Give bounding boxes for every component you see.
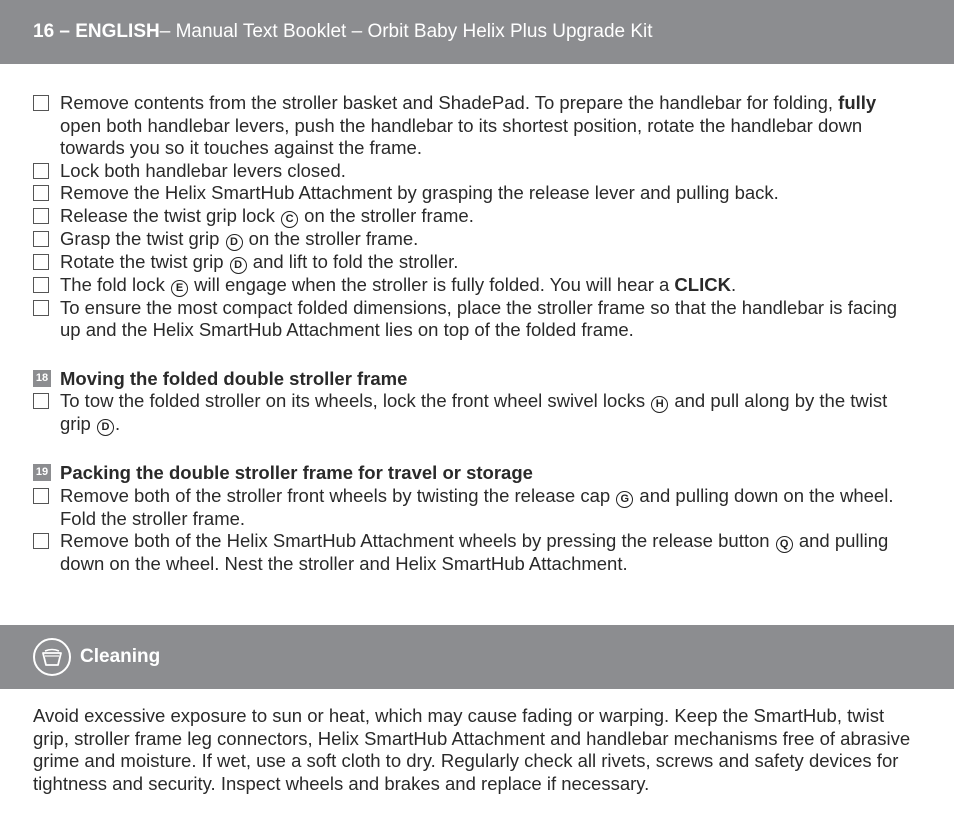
part-marker-icon: D: [230, 257, 247, 274]
step-item: [33, 228, 913, 251]
checkbox: [33, 488, 49, 504]
document-title: – Manual Text Booklet – Orbit Baby Helix Plus Upgrade Kit: [159, 21, 653, 42]
step-item: [33, 205, 913, 228]
step-text: Remove the Helix SmartHub Attachment by grasping the release lever and pulling back.: [60, 182, 779, 203]
step-text: and pulling down on the wheel. Nest the stroller and Helix SmartHub Attachment.: [60, 530, 889, 574]
step-text: .: [115, 413, 121, 434]
cleaning-text: Avoid excessive exposure to sun or heat, which may cause fading or warping. Keep the SmartHub, twist grip, stroller frame leg connectors, Helix SmartHub Attachment and handlebar mechanisms free of abrasive grime and moisture. If wet, use a soft cloth to dry. Regularly check all rivets, screws and safety devices for tightness and security. Inspect wheels and brakes and replace if necessary.: [33, 705, 911, 794]
checkbox: [33, 277, 49, 293]
step-text: Grasp the twist grip: [60, 227, 225, 249]
part-marker-icon: D: [97, 419, 114, 436]
part-marker-icon: H: [651, 396, 668, 413]
step-text: Lock both handlebar levers closed.: [60, 159, 346, 181]
step-text: and lift to fold the stroller.: [247, 250, 459, 272]
section-title: Moving the folded double stroller frame: [60, 367, 408, 389]
step-item: [33, 485, 913, 531]
step-text: open both handlebar levers, push the handlebar to its shortest position, rotate the handlebar down towards you so it touches against the frame.: [60, 114, 863, 158]
checkbox: [33, 231, 49, 247]
step-emphasis: CLICK: [674, 273, 731, 295]
step-text: on the stroller frame.: [243, 227, 419, 249]
step-text: To tow the folded stroller on its wheels, lock the front wheel swivel locks: [60, 390, 651, 411]
page-number-language: 16 – ENGLISH: [33, 21, 160, 42]
step-emphasis: fully: [838, 92, 877, 113]
step-item: [33, 530, 913, 576]
checkbox: [33, 185, 49, 201]
step-text: Remove both of the stroller front wheels by twisting the release cap: [60, 484, 616, 506]
section-heading: [33, 368, 913, 391]
checkbox: [33, 95, 49, 111]
checkbox: [33, 393, 49, 409]
step-text: on the stroller frame.: [299, 204, 474, 226]
part-marker-icon: E: [171, 280, 188, 297]
part-marker-icon: Q: [776, 536, 793, 553]
step-item: [33, 297, 913, 342]
step-item: [33, 251, 913, 274]
page-header: [0, 0, 954, 64]
step-text: To ensure the most compact folded dimensions, place the stroller frame so that the handlebar is facing up and the Helix SmartHub Attachment lies on top of the folded frame.: [60, 296, 898, 340]
checkbox: [33, 163, 49, 179]
instructions: [33, 92, 913, 576]
step-item: [33, 160, 913, 183]
step-text: .: [730, 273, 737, 295]
cleaning-header: [0, 625, 954, 689]
step-text: Remove contents from the stroller basket and ShadePad. To prepare the handlebar for folding,: [60, 92, 839, 113]
checkbox: [33, 533, 49, 549]
step-text: Release the twist grip lock: [60, 204, 281, 226]
wash-basin-icon: [33, 638, 71, 676]
checkbox: [33, 208, 49, 224]
checkbox: [33, 254, 49, 270]
step-text: The fold lock: [60, 273, 171, 295]
part-marker-icon: C: [281, 211, 298, 228]
section-number: 18: [33, 370, 51, 387]
step-text: will engage when the stroller is fully folded. You will hear a: [189, 273, 675, 295]
step-item: [33, 182, 913, 205]
part-marker-icon: D: [226, 234, 243, 251]
step-item: [33, 92, 913, 160]
part-marker-icon: G: [616, 491, 633, 508]
step-item: [33, 390, 913, 436]
section-number: 19: [33, 464, 51, 481]
step-text: and pulling down on the wheel. Fold the stroller frame.: [60, 484, 894, 529]
step-text: and pull along by the twist grip: [60, 390, 888, 434]
section-heading: [33, 462, 913, 485]
section-title: Packing the double stroller frame for travel or storage: [60, 462, 533, 483]
cleaning-title: Cleaning: [80, 646, 161, 667]
checkbox: [33, 300, 49, 316]
step-text: Remove both of the Helix SmartHub Attachment wheels by pressing the release button: [60, 530, 775, 551]
step-item: [33, 274, 913, 297]
step-text: Rotate the twist grip: [60, 250, 229, 272]
